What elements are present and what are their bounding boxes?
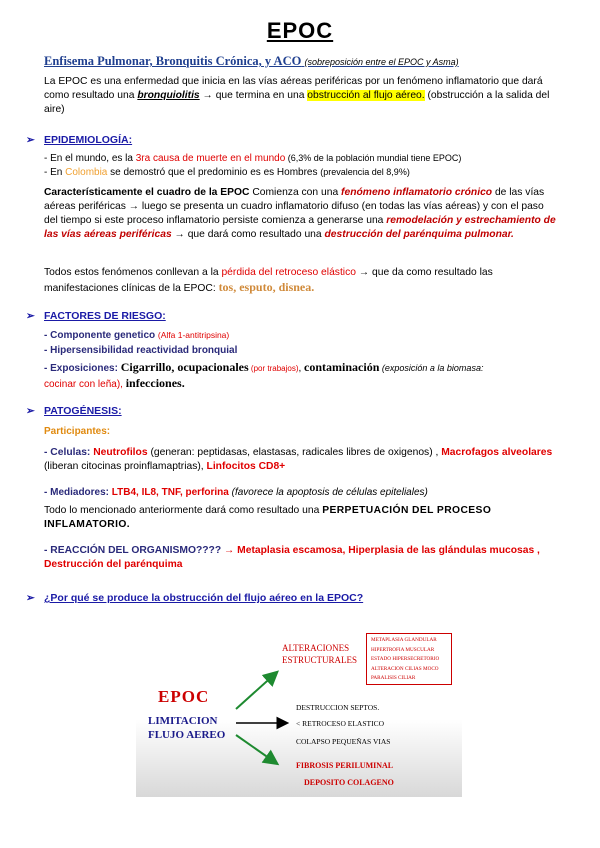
diagram-colapso: COLAPSO PEQUEÑAS VIAS xyxy=(296,737,391,746)
diagram-deposito: DEPOSITO COLAGENO xyxy=(304,778,394,787)
arrow-bullet-icon: ➢ xyxy=(26,592,35,604)
participantes-label: Participantes: xyxy=(44,426,111,437)
factores-header: ➢ FACTORES DE RIESGO: xyxy=(26,310,166,322)
intro-paragraph: La EPOC es una enfermedad que inicia en las vías aéreas periféricas por un fenómeno inflamatorio que dará como resultado una bronquiolitis → que termina en una obstrucción al flujo aéreo. (obstrucción a la salida del aire) xyxy=(44,76,550,115)
celulas-paragraph: - Celulas: Neutrofilos (generan: peptidasas, elastasas, radicales libres de oxigenos) , Macrofagos alveolares (liberan citocinas proinflamaptrias), Linfocitos CD8+ xyxy=(44,447,553,472)
page-title: EPOC xyxy=(266,18,334,43)
epi-line-1: - En el mundo, es la 3ra causa de muerte en el mundo (6,3% de la población mundial tiene EPOC) xyxy=(44,153,462,164)
list-item: PARALISIS CILIAR xyxy=(371,675,416,681)
epi-line-2: - En Colombia se demostró que el predominio es es Hombres (prevalencia del 8,9%) xyxy=(44,167,410,178)
diagram-epoc: EPOC xyxy=(158,687,210,706)
diagram-limitacion: LIMITACION xyxy=(148,715,218,727)
pregunta-header: ➢ ¿Por qué se produce la obstrucción del flujo aéreo en la EPOC? xyxy=(26,592,364,604)
list-item: HIPERTROFIA MUSCULAR xyxy=(371,646,435,653)
diagram-estructurales: ESTRUCTURALES xyxy=(282,655,358,665)
diagram-alteraciones: ALTERACIONES xyxy=(282,643,350,653)
arrow-bullet-icon: ➢ xyxy=(26,310,35,322)
diagram-retroceso: < RETROCESO ELASTICO xyxy=(296,719,384,728)
factor-exposiciones: - Exposiciones: Cigarrillo, ocupacionales (por trabajos), contaminación (exposición a la biomasa: cocinar con leña), infecciones. xyxy=(44,360,484,390)
factor-hipersensibilidad: - Hipersensibilidad reactividad bronquial xyxy=(44,345,238,356)
mediadores-line: - Mediadores: LTB4, IL8, TNF, perforina (favorece la apoptosis de células epiteliales) xyxy=(44,487,428,498)
subtitle: Enfisema Pulmonar, Bronquitis Crónica, y ACO (sobreposición entre el EPOC y Asma) xyxy=(44,54,459,68)
list-item: ESTADO HIPERSECRETORIO xyxy=(371,656,440,662)
factor-genetico: - Componente genetico (Alfa 1-antitripsina) xyxy=(44,330,230,341)
patogenesis-header: ➢ PATOGÉNESIS: xyxy=(26,405,122,417)
reaccion-paragraph: - REACCIÓN DEL ORGANISMO???? → Metaplasia escamosa, Hiperplasia de las glándulas mucosas , Destrucción del parénquima xyxy=(44,545,540,570)
list-item: ALTERACION CILIAS MOCO xyxy=(371,665,439,672)
epi-paragraph-2: Todos estos fenómenos conllevan a la pérdida del retroceso elástico → que da como resultado las manifestaciones clínicas de la EPOC: tos, esputo, disnea. xyxy=(44,267,493,294)
epidemiologia-header: ➢ EPIDEMIOLOGÍA: xyxy=(26,134,133,146)
arrow-bullet-icon: ➢ xyxy=(26,405,35,417)
alteraciones-list xyxy=(366,633,452,685)
list-item: METAPLASIA GLANDULAR xyxy=(371,637,437,643)
diagram-destruccion: DESTRUCCION SEPTOS. xyxy=(296,703,380,712)
diagram-fibrosis: FIBROSIS PERILUMINAL xyxy=(296,761,394,770)
arrow-bullet-icon: ➢ xyxy=(26,134,35,146)
epi-paragraph-1: Característicamente el cuadro de la EPOC Comienza con una fenómeno inflamatorio crónico de las vías aéreas periféricas → luego se presenta un cuadro inflamatorio difuso (en todas las vías aéreas) y con el paso del tiempo si este proceso inflamatorio persiste comienza a generarse una remodelación y estrechamiento de las vías aéreas periféricas → que dará como resultado una destrucción del parénquima pulmonar. xyxy=(44,187,556,240)
perpetuacion-paragraph: Todo lo mencionado anteriormente dará como resultado una PERPETUACIÓN DEL PROCESO INFLAMATORIO. xyxy=(44,505,492,530)
diagram-flujo: FLUJO AEREO xyxy=(148,729,226,741)
epoc-diagram xyxy=(136,625,462,797)
